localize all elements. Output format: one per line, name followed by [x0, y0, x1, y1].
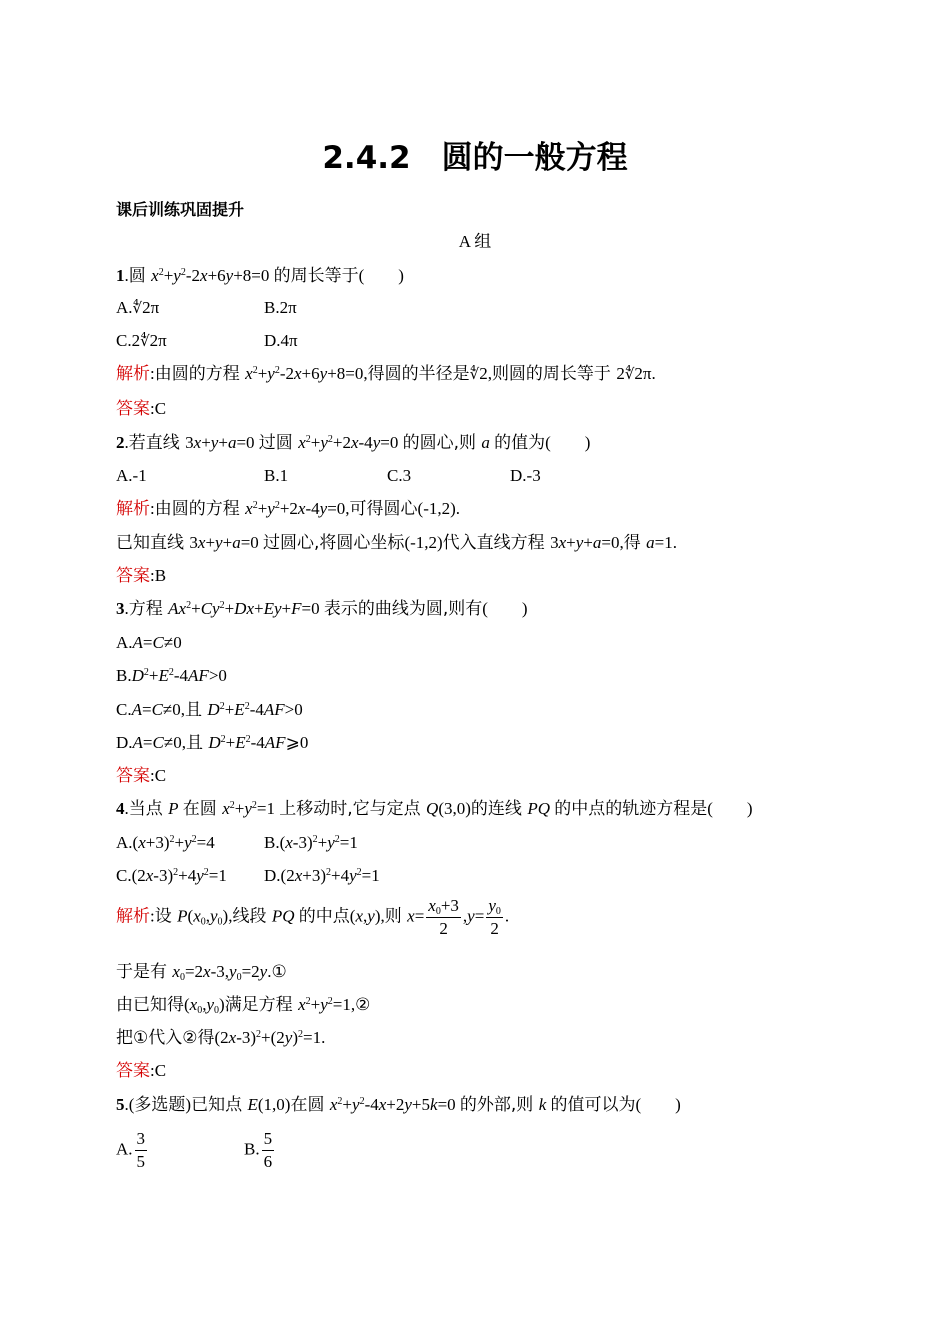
option-2b: B.1 — [264, 466, 289, 485]
answer-4: 答案:C — [116, 1061, 167, 1081]
option-5b: B. $\frac{5}{6}$ — [244, 1129, 273, 1171]
answer-3: 答案:C — [116, 766, 167, 786]
option-1b: B.2π — [264, 298, 297, 317]
answer-2: 答案:B — [116, 566, 167, 586]
option-2c: C.3 — [387, 466, 412, 485]
option-1d: D.4π — [264, 331, 298, 350]
option-4c: $C.(2x-3)^2+4y^2=1$ — [116, 866, 227, 885]
option-5a: A. $\frac{3}{5}$ — [116, 1129, 146, 1171]
option-4d: $D.(2x+3)^2+4y^2=1$ — [264, 866, 380, 885]
option-4b: $B.(x-3)^2+y^2=1$ — [264, 833, 358, 852]
analysis-4: 解析:设 $P(x_0,y_0)$,线段 PQ 的中点(x,y),则 x= $\frac{x_0+3}{2}$ ,y= $\frac{y_0}{2}$ . — [116, 896, 510, 938]
question-5: 5.(多选题)已知点 E(1,0)在圆 $x^2+y^2-4x+2y+5k=0$ 的外部,则 k 的值可以为( ) — [116, 1095, 681, 1115]
option-2d: D.-3 — [510, 466, 541, 485]
analysis-2: 解析:由圆的方程 $x^2+y^2+2x-4y=0$,可得圆心(-1,2). — [116, 499, 461, 519]
option-1a: A.∜2π — [116, 298, 160, 317]
question-4: 4.当点 P 在圆 $x^2+y^2=1$ 上移动时,它与定点 Q(3,0)的连线 PQ 的中点的轨迹方程是( ) — [116, 799, 753, 819]
page-title: 2.4.2 圆的一般方程 — [322, 140, 628, 176]
option-3c: C.A=C≠0,且 $D^2+E^2-4AF>0$ — [116, 700, 303, 720]
analysis-1: 解析:由圆的方程 $x^2+y^2-2x+6y+8=0$,得圆的半径是∜2,则圆的周长等于 2∜2π. — [116, 364, 656, 384]
option-2a: A.-1 — [116, 466, 147, 485]
group-heading: A 组 — [458, 232, 492, 251]
question-1: 1.圆 $x^2+y^2-2x+6y+8=0$ 的周长等于( ) — [116, 266, 404, 286]
option-3d: D.A=C≠0,且 $D^2+E^2-4AF⩾0$ — [116, 733, 309, 753]
analysis-2-line2: 已知直线 3x+y+a=0 过圆心,将圆心坐标(-1,2)代入直线方程 3x+y+a=0,得 a=1. — [116, 533, 677, 553]
analysis-4-line4: 把①代入②得$(2x-3)^2+(2y)^2=1$. — [116, 1028, 326, 1048]
analysis-4-line3: 由已知得$(x_0,y_0)$满足方程 $x^2+y^2=1,②$ — [116, 995, 371, 1016]
option-1c: C.2∜2π — [116, 331, 167, 350]
analysis-4-line2: 于是有 $x_0=2x-3,y_0=2y.①$ — [116, 962, 287, 983]
question-3: 3.方程 $Ax^2+Cy^2+Dx+Ey+F=0$ 表示的曲线为圆,则有( ) — [116, 599, 528, 619]
section-subtitle: 课后训练巩固提升 — [116, 200, 245, 219]
answer-1: 答案:C — [116, 399, 167, 419]
option-3b: $B.D^2+E^2-4AF>0$ — [116, 666, 227, 685]
option-3a: A.A=C≠0 — [116, 633, 182, 652]
question-2: 2.若直线 3x+y+a=0 过圆 $x^2+y^2+2x-4y=0$ 的圆心,则 a 的值为( ) — [116, 433, 591, 453]
option-4a: $A.(x+3)^2+y^2=4$ — [116, 833, 215, 852]
